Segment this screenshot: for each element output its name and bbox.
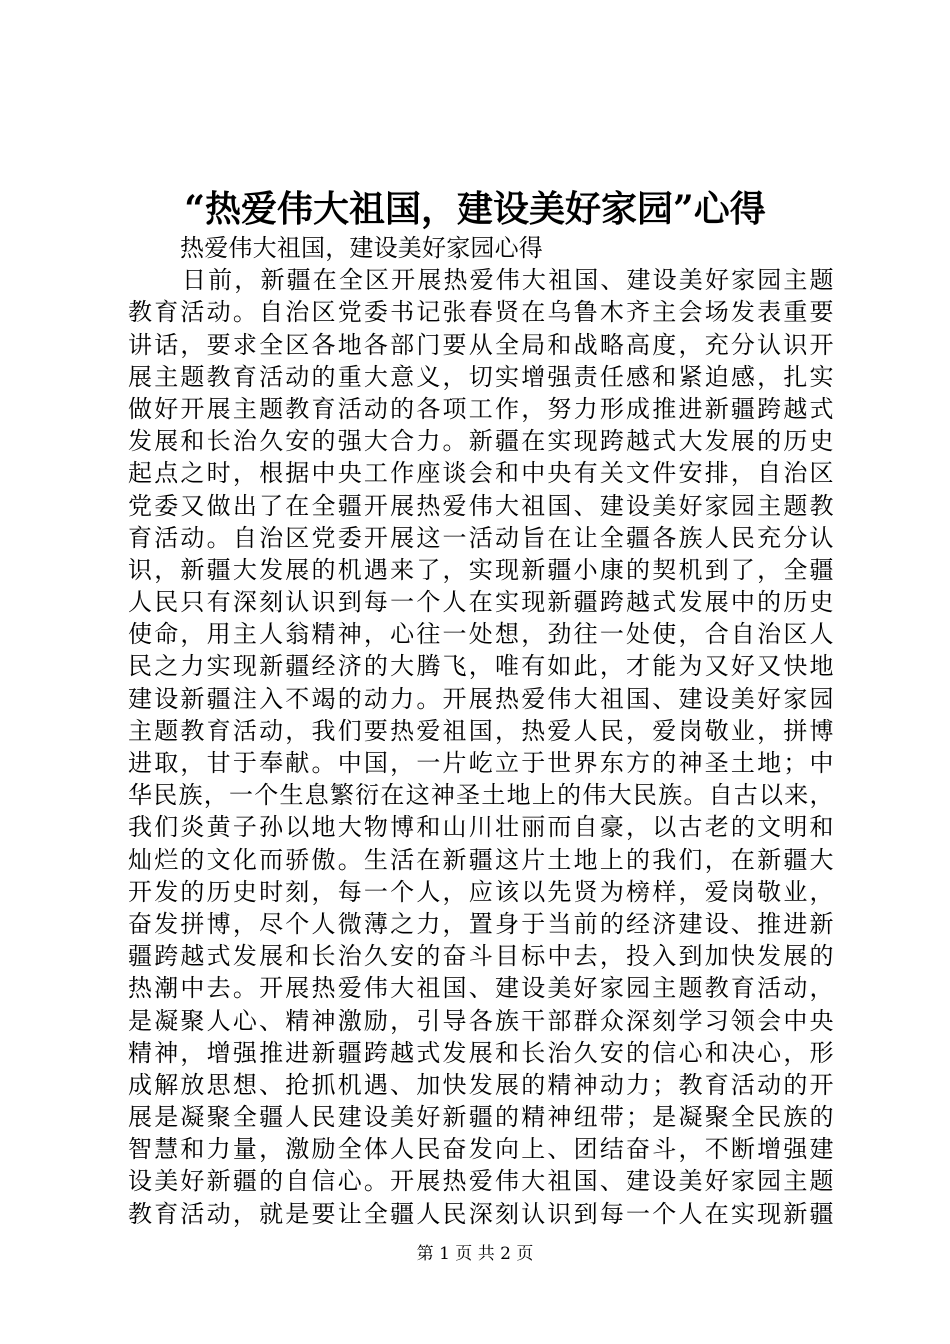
paragraph-line: 灿烂的文化而骄傲。生活在新疆这片土地上的我们，在新疆大 xyxy=(128,845,834,874)
paragraph-line: 展是凝聚全疆人民建设美好新疆的精神纽带；是凝聚全民族的 xyxy=(128,1103,834,1132)
paragraph-line: 主题教育活动，我们要热爱祖国，热爱人民，爱岗敬业，拼博 xyxy=(128,716,834,745)
paragraph-line: 奋发拼博，尽个人微薄之力，置身于当前的经济建设、推进新 xyxy=(128,909,834,938)
paragraph-line: 人民只有深刻认识到每一个人在实现新疆跨越式发展中的历史 xyxy=(128,588,834,617)
paragraph-line: 华民族，一个生息繁衍在这神圣土地上的伟大民族。自古以来， xyxy=(128,781,834,810)
paragraph-line: 民之力实现新疆经济的大腾飞，唯有如此，才能为又好又快地 xyxy=(128,652,834,681)
paragraph-line: 使命，用主人翁精神，心往一处想，劲往一处使，合自治区人 xyxy=(128,620,834,649)
paragraph-line: 展主题教育活动的重大意义，切实增强责任感和紧迫感，扎实 xyxy=(128,362,834,391)
paragraph-line: 疆跨越式发展和长治久安的奋斗目标中去，投入到加快发展的 xyxy=(128,942,834,971)
document-title: “热爱伟大祖国，建设美好家园”心得 xyxy=(184,188,766,230)
paragraph-line: 教育活动，就是要让全疆人民深刻认识到每一个人在实现新疆 xyxy=(128,1199,834,1228)
paragraph-line: 做好开展主题教育活动的各项工作，努力形成推进新疆跨越式 xyxy=(128,394,834,423)
paragraph-line: 讲话，要求全区各地各部门要从全局和战略高度，充分认识开 xyxy=(128,330,834,359)
document-subtitle: 热爱伟大祖国，建设美好家园心得 xyxy=(180,234,543,262)
paragraph-line: 是凝聚人心、精神激励，引导各族干部群众深刻学习领会中央 xyxy=(128,1006,834,1035)
paragraph-line: 成解放思想、抢抓机遇、加快发展的精神动力；教育活动的开 xyxy=(128,1070,834,1099)
paragraph-line: 教育活动。自治区党委书记张春贤在乌鲁木齐主会场发表重要 xyxy=(128,298,834,327)
document-body xyxy=(128,232,834,1230)
paragraph-line: 进取，甘于奉献。中国，一片屹立于世界东方的神圣土地；中 xyxy=(128,749,834,777)
paragraph-line: 发展和长治久安的强大合力。新疆在实现跨越式大发展的历史 xyxy=(128,427,834,456)
paragraph-line: 智慧和力量，激励全体人民奋发向上、团结奋斗，不断增强建 xyxy=(128,1135,834,1164)
paragraph-line: 识，新疆大发展的机遇来了，实现新疆小康的契机到了，全疆 xyxy=(128,555,834,584)
page-number-footer: 第 1 页 共 2 页 xyxy=(416,1244,534,1264)
paragraph-line: 起点之时，根据中央工作座谈会和中央有关文件安排，自治区 xyxy=(128,459,834,488)
paragraph-line: 我们炎黄子孙以地大物博和山川壮丽而自豪，以古老的文明和 xyxy=(128,813,834,842)
paragraph-line: 日前，新疆在全区开展热爱伟大祖国、建设美好家园主题 xyxy=(182,266,834,295)
paragraph-line: 建设新疆注入不竭的动力。开展热爱伟大祖国、建设美好家园 xyxy=(128,684,834,713)
paragraph-line: 精神，增强推进新疆跨越式发展和长治久安的信心和决心，形 xyxy=(128,1038,834,1067)
paragraph-line: 育活动。自治区党委开展这一活动旨在让全疆各族人民充分认 xyxy=(128,523,834,552)
paragraph-line: 热潮中去。开展热爱伟大祖国、建设美好家园主题教育活动， xyxy=(128,974,834,1003)
paragraph-line: 党委又做出了在全疆开展热爱伟大祖国、建设美好家园主题教 xyxy=(128,491,834,520)
paragraph-line: 设美好新疆的自信心。开展热爱伟大祖国、建设美好家园主题 xyxy=(128,1167,834,1196)
paragraph-line: 开发的历史时刻，每一个人，应该以先贤为榜样，爱岗敬业， xyxy=(128,877,834,906)
